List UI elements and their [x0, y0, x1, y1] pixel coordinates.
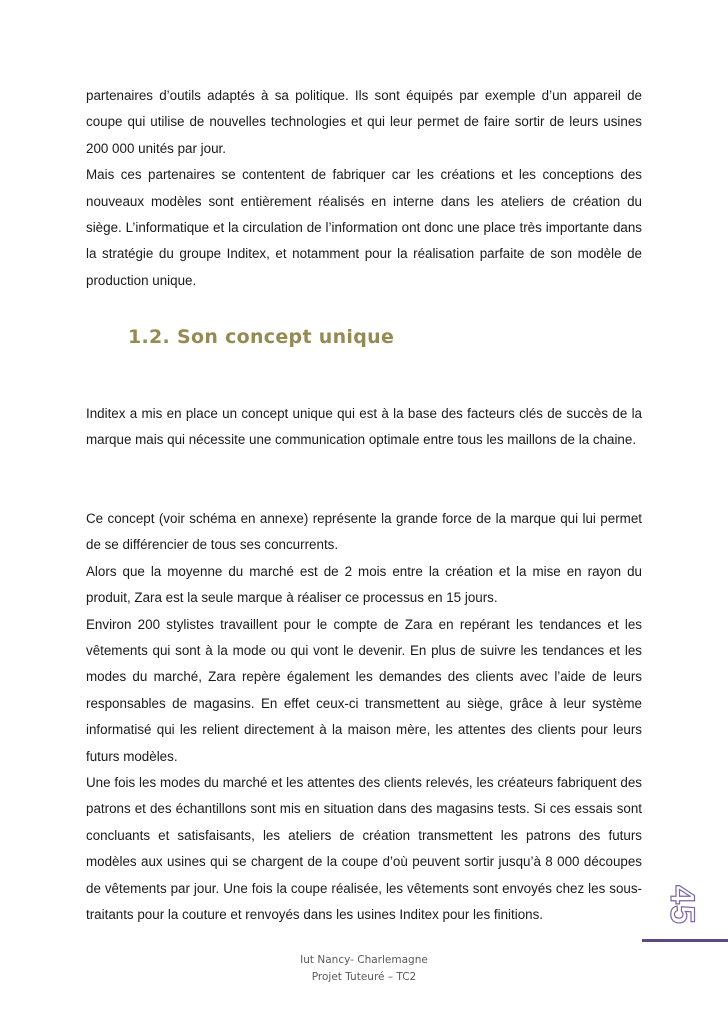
- paragraph: Alors que la moyenne du marché est de 2 mois entre la création et la mise en rayon du produit, Zara est la seule marque à réaliser ce processus en 15 jours.: [86, 563, 642, 606]
- section-heading: 1.2. Son concept unique: [128, 326, 395, 348]
- paragraph: Mais ces partenaires se contentent de fabriquer car les créations et les conceptions des nouveaux modèles sont entièrement réalisés en interne dans les ateliers de création du siège. L’informatique et la circulation de l’information ont donc une place très importante dans la stratégie du groupe Inditex, et notamment pour la réalisation parfaite de son modèle de production unique.: [86, 167, 642, 288]
- footer-accent-line: [642, 939, 728, 942]
- body-text: [86, 506, 642, 929]
- paragraph: Ce concept (voir schéma en annexe) représente la grande force de la marque qui lui permet de se différencier de tous ses concurrents.: [86, 511, 642, 553]
- footer-institution: Iut Nancy- Charlemagne: [300, 954, 428, 966]
- intro-text: [86, 83, 642, 294]
- paragraph: Inditex a mis en place un concept unique qui est à la base des facteurs clés de succès de la marque mais qui nécessite une communication optimale entre tous les maillons de la chaine.: [86, 406, 642, 448]
- page-footer: [0, 952, 728, 986]
- paragraph: Environ 200 stylistes travaillent pour le compte de Zara en repérant les tendances et les vêtements qui sont à la mode ou qui vont le devenir. En plus de suivre les tendances et les modes du marché, Zara repère également les demandes des clients avec l’aide de leurs responsables de magasins. En effet ceux-ci transmettent au siège, grâce à leur système informatisé qui les relient directement à la maison mère, les attentes des clients pour leurs futurs modèles.: [86, 616, 642, 764]
- section-intro-text: [86, 401, 642, 454]
- paragraph: Une fois les modes du marché et les attentes des clients relevés, les créateurs fabriquent des patrons et des échantillons sont mis en situation dans des magasins tests. Si ces essais sont concluants et satisfaisants, les ateliers de création transmettent les patrons des futurs modèles aux usines qui se chargent de la coupe d’où peuvent sortir jusqu’à 8 000 découpes de vêtements par jour. Une fois la coupe réalisée, les vêtements sont envoyés chez les sous-traitants pour la couture et renvoyés dans les usines Inditex pour les finitions.: [86, 775, 642, 923]
- paragraph: partenaires d’outils adaptés à sa politique. Ils sont équipés par exemple d’un appareil de coupe qui utilise de nouvelles technologies et qui leur permet de faire sortir de leurs usines 200 000 unités par jour.: [86, 88, 642, 156]
- footer-project: Projet Tuteuré – TC2: [311, 971, 417, 983]
- page-number: 45: [663, 885, 701, 925]
